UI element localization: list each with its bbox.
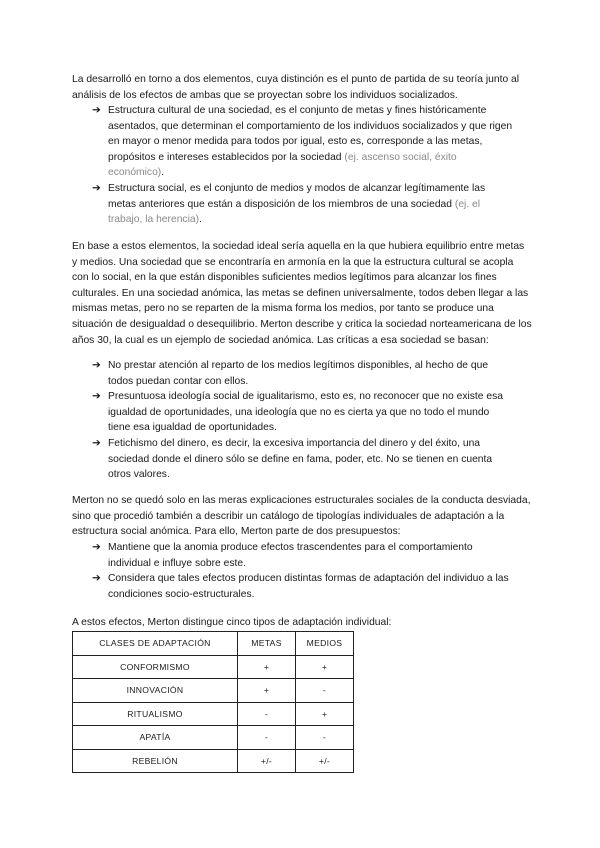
table-row <box>73 749 354 773</box>
table-cell: +/- <box>238 749 296 773</box>
intro-paragraph: La desarrolló en torno a dos elementos, cuya distinción es el punto de partida de su teoría junto al análisis de los efectos de ambas que se proyectan sobre los individuos socializados. <box>72 74 520 101</box>
table-row <box>73 679 354 703</box>
assumptions-list <box>0 540 600 602</box>
table-cell: APATÍA <box>73 726 238 750</box>
table-cell: - <box>296 679 354 703</box>
list-item: ➔ Mantiene que la anomia produce efectos trascendentes para el comportamiento individual e influye sobre este. <box>92 541 473 569</box>
arrow-icon: ➔ <box>92 359 101 371</box>
anomic-society-paragraph: En base a estos elementos, la sociedad ideal sería aquella en la que hubiera equilibrio entre metas y medios. Una sociedad que se encontraría en armonía en la que la estructura cultural se acopla con lo social, en la que están disponibles suficientes medios legítimos para alcanzar los fines culturales. En una sociedad anómica, las metas se definen universalmente, todos deben llegar a las mismas metas, pero no se reparten de la misma forma los medios, por tanto se produce una situación de desigualdad o desequilibrio. Merton describe y critica la sociedad norteamericana de los años 30, la cual es un ejemplo de sociedad anómica. Las críticas a esa sociedad se basan: <box>72 241 532 346</box>
arrow-icon: ➔ <box>92 390 101 403</box>
list-item: ➔ No prestar atención al reparto de los medios legítimos disponibles, al hecho de que todos puedan contar con ellos. <box>92 359 489 387</box>
table-cell: - <box>296 726 354 750</box>
header-cell: CLASES DE ADAPTACIÓN <box>73 632 238 656</box>
table-cell: +/- <box>296 749 354 773</box>
list-item: ➔ Estructura cultural de una sociedad, es el conjunto de metas y fines históricamente asentados, que determinan el comportamiento de los individuos socializados y que rigen en mayor o menor medida para todos por igual, esto es, corresponde a las metas, propósitos e intereses establecidos por la sociedad (ej. ascenso social, éxito económico). <box>92 104 513 179</box>
adaptation-table <box>72 631 354 773</box>
header-cell: MEDIOS <box>296 632 354 656</box>
table-intro: A estos efectos, Merton distingue cinco tipos de adaptación individual: <box>72 617 392 628</box>
table-cell: + <box>238 655 296 679</box>
list-item: ➔ Considera que tales efectos producen distintas formas de adaptación del individuo a las condiciones socio-estructurales. <box>92 572 509 600</box>
table-row <box>73 702 354 726</box>
table-cell: - <box>238 702 296 726</box>
list-item: ➔ Fetichismo del dinero, es decir, la excesiva importancia del dinero y del éxito, una sociedad donde el dinero sólo se define en fama, poder, etc. No se tienen en cuenta otros valores. <box>92 436 493 481</box>
list-item: ➔ Presuntuosa ideología social de igualitarismo, esto es, no reconocer que no existe esa igualdad de oportunidades, una ideología que no es cierta ya que no todo el mundo tiene esa igualdad de oportunidades. <box>92 390 503 434</box>
table-cell: RITUALISMO <box>73 702 238 726</box>
table-row <box>73 655 354 679</box>
table-cell: - <box>238 726 296 750</box>
table-cell: CONFORMISMO <box>73 655 238 679</box>
table-cell: + <box>296 655 354 679</box>
table-cell: REBELIÓN <box>73 749 238 773</box>
arrow-icon: ➔ <box>92 436 101 449</box>
table-header-row <box>73 632 354 656</box>
merton-paragraph: Merton no se quedó solo en las meras explicaciones estructurales sociales de la conducta desviada, sino que procedió también a describir un catálogo de tipologías individuales de adaptación a la estructura social anómica. Para ello, Merton parte de dos presupuestos: <box>72 495 531 538</box>
table-row <box>73 726 354 750</box>
list-item: ➔ Estructura social, es el conjunto de medios y modos de alcanzar legítimamente las metas anteriores que están a disposición de los miembros de una sociedad (ej. el trabajo, la herencia). <box>92 181 486 226</box>
header-cell: METAS <box>238 632 296 656</box>
arrow-icon: ➔ <box>92 541 101 553</box>
arrow-icon: ➔ <box>92 572 101 585</box>
arrow-icon: ➔ <box>92 181 101 194</box>
table-cell: + <box>238 679 296 703</box>
table-cell: INNOVACIÓN <box>73 679 238 703</box>
criticism-list <box>0 358 600 483</box>
structure-list <box>0 103 600 228</box>
arrow-icon: ➔ <box>92 104 101 116</box>
table-cell: + <box>296 702 354 726</box>
